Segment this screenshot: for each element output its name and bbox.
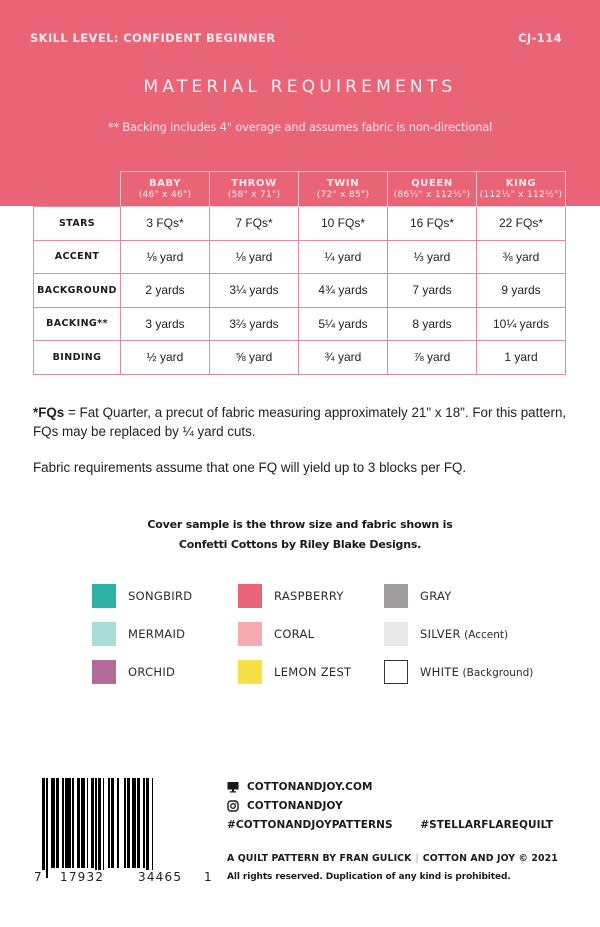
pattern-code: CJ-114 [518, 31, 562, 45]
table-row-backing [34, 307, 566, 341]
column-header-baby: BABY (46" x 46") [121, 172, 210, 207]
table-cell: ¾ yard [299, 341, 388, 375]
table-cell: 9 yards [477, 274, 566, 308]
swatch-mermaid: MERMAID [92, 622, 185, 646]
hashtag-patterns[interactable]: #COTTONANDJOYPATTERNS [227, 818, 393, 831]
color-swatch [92, 622, 116, 646]
table-cell: ¼ yard [299, 240, 388, 274]
row-label: BACKING** [34, 307, 121, 341]
color-swatch [384, 660, 408, 684]
hashtags [227, 815, 553, 834]
table-cell: 16 FQs* [388, 207, 477, 241]
swatch-gray: GRAY [384, 584, 452, 608]
barcode-bars [42, 778, 200, 878]
website-link[interactable]: COTTONANDJOY.COM [227, 777, 567, 796]
color-swatch [384, 584, 408, 608]
table-row-stars [34, 207, 566, 241]
table-cell: ⅞ yard [388, 341, 477, 375]
table-row-accent [34, 240, 566, 274]
column-header-queen: QUEEN (86½" x 112½") [388, 172, 477, 207]
divider: | [415, 853, 419, 864]
column-header-king: KING (112½" x 112½") [477, 172, 566, 207]
table-row-background [34, 274, 566, 308]
table-cell: 8 yards [388, 307, 477, 341]
table-cell: 7 yards [388, 274, 477, 308]
table-cell: 22 FQs* [477, 207, 566, 241]
swatch-silver: SILVER (Accent) [384, 622, 508, 646]
table-cell: 3¼ yards [210, 274, 299, 308]
instagram-icon [227, 800, 239, 812]
table-cell: ⅜ yard [477, 240, 566, 274]
hashtag-quilt[interactable]: #STELLARFLAREQUILT [420, 818, 553, 831]
table-cell: ⅛ yard [121, 240, 210, 274]
color-swatch [238, 660, 262, 684]
page-title: MATERIAL REQUIREMENTS [143, 77, 457, 97]
swatch-lemon-zest: LEMON ZEST [238, 660, 351, 684]
table-cell: 7 FQs* [210, 207, 299, 241]
table-cell: 3 yards [121, 307, 210, 341]
fabric-swatch-legend [92, 584, 552, 694]
swatch-songbird: SONGBIRD [92, 584, 192, 608]
table-cell: 4¾ yards [299, 274, 388, 308]
table-row-binding [34, 341, 566, 375]
swatch-orchid: ORCHID [92, 660, 175, 684]
table-cell: ⅝ yard [210, 341, 299, 375]
backing-note: ** Backing includes 4" overage and assumes fabric is non-directional [107, 120, 493, 134]
table-cell: 10¼ yards [477, 307, 566, 341]
color-swatch [384, 622, 408, 646]
fq-definition: = Fat Quarter, a precut of fabric measuring approximately 21" x 18". For this pattern, FQs may be replaced by ¼ yard cuts. [33, 405, 567, 439]
table-cell: 3 FQs* [121, 207, 210, 241]
table-cell: ⅓ yard [388, 240, 477, 274]
row-label: BACKGROUND [34, 274, 121, 308]
table-cell: ⅛ yard [210, 240, 299, 274]
skill-level: SKILL LEVEL: CONFIDENT BEGINNER [30, 31, 276, 45]
row-label: ACCENT [34, 240, 121, 274]
pattern-credit: A QUILT PATTERN BY FRAN GULICK | COTTON AND JOY © 2021 [227, 853, 558, 864]
table-cell: 2 yards [121, 274, 210, 308]
upc-barcode: 7 17932 34465 1 [42, 778, 200, 888]
table-cell: 1 yard [477, 341, 566, 375]
row-label: BINDING [34, 341, 121, 375]
color-swatch [92, 584, 116, 608]
row-label: STARS [34, 207, 121, 241]
cover-note-line-1: Cover sample is the throw size and fabric shown is [147, 518, 453, 531]
color-swatch [238, 584, 262, 608]
footer-links [227, 777, 567, 834]
table-cell: 10 FQs* [299, 207, 388, 241]
table-cell: ½ yard [121, 341, 210, 375]
material-requirements-table [33, 171, 566, 375]
swatch-coral: CORAL [238, 622, 314, 646]
swatch-raspberry: RASPBERRY [238, 584, 344, 608]
column-header-throw: THROW (58" x 71") [210, 172, 299, 207]
table-cell: 3⅔ yards [210, 307, 299, 341]
table-header-row [34, 172, 566, 207]
table-corner [34, 172, 121, 207]
column-header-twin: TWIN (72" x 85") [299, 172, 388, 207]
color-swatch [238, 622, 262, 646]
swatch-white: WHITE (Background) [384, 660, 533, 684]
instagram-link[interactable]: COTTONANDJOY [227, 796, 567, 815]
cover-sample-note [0, 515, 600, 555]
fq-term: *FQs [33, 405, 65, 420]
yield-note: Fabric requirements assume that one FQ will yield up to 3 blocks per FQ. [33, 460, 467, 475]
cover-note-line-2: Confetti Cottons by Riley Blake Designs. [178, 538, 422, 551]
color-swatch [92, 660, 116, 684]
rights-notice: All rights reserved. Duplication of any kind is prohibited. [227, 872, 511, 882]
monitor-icon [227, 781, 239, 793]
table-cell: 5¼ yards [299, 307, 388, 341]
fq-footnote [33, 403, 573, 441]
